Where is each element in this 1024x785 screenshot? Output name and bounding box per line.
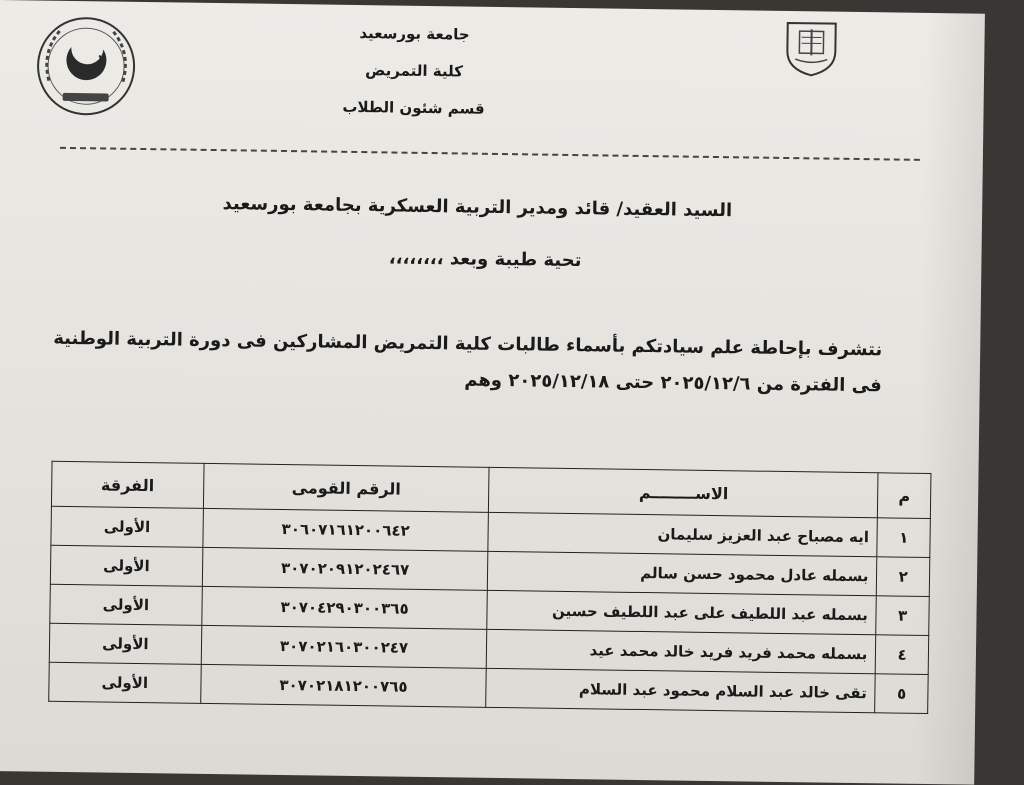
student-name: بسمله عبد اللطيف على عبد اللطيف حسين — [487, 590, 876, 634]
row-num: ٥ — [875, 674, 928, 714]
university-name: جامعة بورسعيد — [314, 14, 514, 54]
national-id: ٣٠٧٠٢٠٩١٢٠٢٤٦٧ — [202, 547, 488, 590]
students-table — [48, 461, 931, 714]
row-num: ٢ — [877, 557, 930, 597]
national-id: ٣٠٦٠٧١٦١٢٠٠٦٤٢ — [203, 508, 489, 551]
student-name: تقى خالد عبد السلام محمود عبد السلام — [486, 668, 875, 712]
header-num: م — [878, 473, 931, 519]
greeting: تحية طيبة وبعد ،،،،،،،، — [389, 247, 582, 271]
faculty-name: كلية التمريض — [314, 51, 514, 91]
row-num: ١ — [877, 518, 930, 558]
department-name: قسم شئون الطلاب — [313, 88, 513, 128]
header-name: الاســــــــم — [489, 467, 879, 517]
study-year: الأولى — [49, 662, 201, 703]
addressee: السيد العقيد/ قائد ومدير التربية العسكرية بجامعة بورسعيد — [222, 193, 732, 221]
university-shield-logo — [779, 15, 844, 80]
letter-body: نتشرف بإحاطة علم سيادتكم بأسماء طالبات كلية التمريض المشاركين فى دورة التربية الوطنية فى الفترة من ٢٠٢٥/١٢/٦ حتى ٢٠٢٥/١٢/١٨ وهم — [52, 321, 883, 405]
study-year: الأولى — [51, 506, 203, 547]
nursing-faculty-logo — [30, 10, 142, 122]
student-name: بسمله عادل محمود حسن سالم — [488, 551, 877, 595]
row-num: ٤ — [876, 635, 929, 675]
study-year: الأولى — [49, 623, 201, 664]
header-year: الفرقة — [51, 461, 203, 508]
row-num: ٣ — [876, 596, 929, 636]
study-year: الأولى — [50, 545, 202, 586]
separator-line — [60, 147, 920, 161]
study-year: الأولى — [50, 584, 202, 625]
letterhead — [313, 14, 515, 128]
student-name: بسمله محمد فريد فريد خالد محمد عيد — [487, 629, 876, 673]
national-id: ٣٠٧٠٢١٨١٢٠٠٧٦٥ — [200, 664, 486, 707]
student-name: ايه مصباح عبد العزيز سليمان — [488, 512, 877, 556]
header-national-id: الرقم القومى — [203, 463, 489, 512]
national-id: ٣٠٧٠٢١٦٠٣٠٠٢٤٧ — [201, 625, 487, 668]
national-id: ٣٠٧٠٤٢٩٠٣٠٠٣٦٥ — [201, 586, 487, 629]
